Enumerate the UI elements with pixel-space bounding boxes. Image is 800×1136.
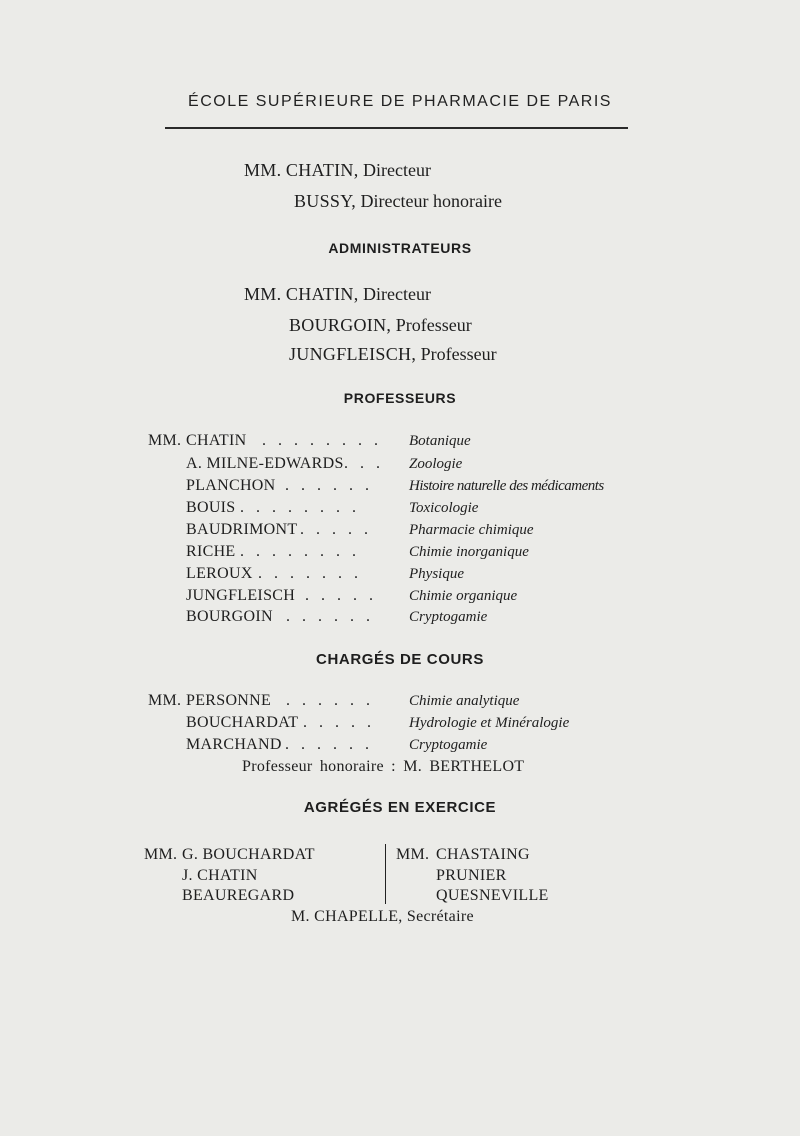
professeur-honoraire: Professeur honoraire : M. BERTHELOT xyxy=(242,758,525,775)
person-name: CHATIN, xyxy=(285,160,359,180)
agrege-name: QUESNEVILLE xyxy=(436,887,549,904)
agreges-left-prefix: MM. xyxy=(144,846,178,863)
prof-name: BAUDRIMONT xyxy=(186,521,298,538)
admin-line-3 xyxy=(289,344,497,365)
leader-dots: . . . . . . xyxy=(285,736,373,753)
charge-subject: Cryptogamie xyxy=(409,737,488,753)
leader-dots: . . . . . . xyxy=(285,477,373,494)
prof-subject: Toxicologie xyxy=(409,500,479,516)
prof-subject: Cryptogamie xyxy=(409,609,488,625)
leader-dots: . . . . . xyxy=(300,521,372,538)
leader-dots: . . . . . . . . xyxy=(262,432,382,449)
prefix: MM. xyxy=(244,160,282,180)
person-role: Directeur xyxy=(363,160,431,180)
professeurs-prefix: MM. xyxy=(148,432,182,449)
charge-subject: Hydrologie et Minéralogie xyxy=(409,715,570,731)
prof-subject: Pharmacie chimique xyxy=(409,522,534,538)
agreges-right-prefix: MM. xyxy=(396,846,430,863)
prof-name: BOURGOIN xyxy=(186,608,273,625)
prefix: MM. xyxy=(244,284,282,304)
leader-dots: . . . . . . . . xyxy=(240,543,360,560)
charge-name: MARCHAND xyxy=(186,736,282,753)
person-name: CHATIN, xyxy=(285,284,359,304)
person-role: Directeur xyxy=(363,284,431,304)
prof-subject: Chimie inorganique xyxy=(409,544,529,560)
secretaire: M. CHAPELLE, Secrétaire xyxy=(291,908,474,925)
section-heading-administrateurs: ADMINISTRATEURS xyxy=(328,240,472,256)
prof-name: CHATIN xyxy=(186,432,247,449)
prof-subject: Botanique xyxy=(409,433,471,449)
prof-name: A. MILNE-EDWARDS xyxy=(186,455,344,472)
leader-dots: . . . . . . . xyxy=(258,565,362,582)
charge-name: BOUCHARDAT xyxy=(186,714,299,731)
leader-dots: . . . xyxy=(344,455,384,472)
person-name: JUNGFLEISCH, xyxy=(289,344,417,364)
person-name: BOURGOIN, xyxy=(289,315,392,335)
person-role: Directeur honoraire xyxy=(360,191,502,211)
person-role: Professeur xyxy=(420,344,497,364)
agrege-name: J. CHATIN xyxy=(182,867,258,884)
charge-subject: Chimie analytique xyxy=(409,693,520,709)
prof-subject: Physique xyxy=(409,566,464,582)
agrege-name: PRUNIER xyxy=(436,867,507,884)
header-rule xyxy=(165,127,628,129)
column-divider xyxy=(385,844,386,904)
section-heading-professeurs: PROFESSEURS xyxy=(343,390,457,406)
agrege-name: G. BOUCHARDAT xyxy=(182,846,315,863)
leader-dots: . . . . . . . . xyxy=(240,499,360,516)
direction-line-1 xyxy=(244,160,431,181)
direction-line-2 xyxy=(294,191,502,212)
prof-subject: Histoire naturelle des médicaments xyxy=(409,478,604,494)
person-role: Professeur xyxy=(395,315,472,335)
leader-dots: . . . . . xyxy=(305,587,377,604)
leader-dots: . . . . . xyxy=(303,714,375,731)
admin-line-1 xyxy=(244,284,431,305)
admin-line-2 xyxy=(289,315,472,336)
prof-name: BOUIS xyxy=(186,499,236,516)
leader-dots: . . . . . . xyxy=(286,692,374,709)
agrege-name: BEAUREGARD xyxy=(182,887,295,904)
section-heading-agreges: AGRÉGÉS EN EXERCICE xyxy=(303,799,497,816)
prof-subject: Chimie organique xyxy=(409,588,518,604)
prof-name: LEROUX xyxy=(186,565,253,582)
prof-name: RICHE xyxy=(186,543,236,560)
prof-subject: Zoologie xyxy=(409,456,463,472)
person-name: BUSSY, xyxy=(294,191,357,211)
page-header: ÉCOLE SUPÉRIEURE DE PHARMACIE DE PARIS xyxy=(188,93,612,110)
section-heading-charges: CHARGÉS DE COURS xyxy=(316,651,484,668)
prof-name: PLANCHON xyxy=(186,477,276,494)
prof-name: JUNGFLEISCH xyxy=(186,587,296,604)
charge-name: PERSONNE xyxy=(186,692,272,709)
charges-prefix: MM. xyxy=(148,692,182,709)
agrege-name: CHASTAING xyxy=(436,846,530,863)
leader-dots: . . . . . . xyxy=(286,608,374,625)
